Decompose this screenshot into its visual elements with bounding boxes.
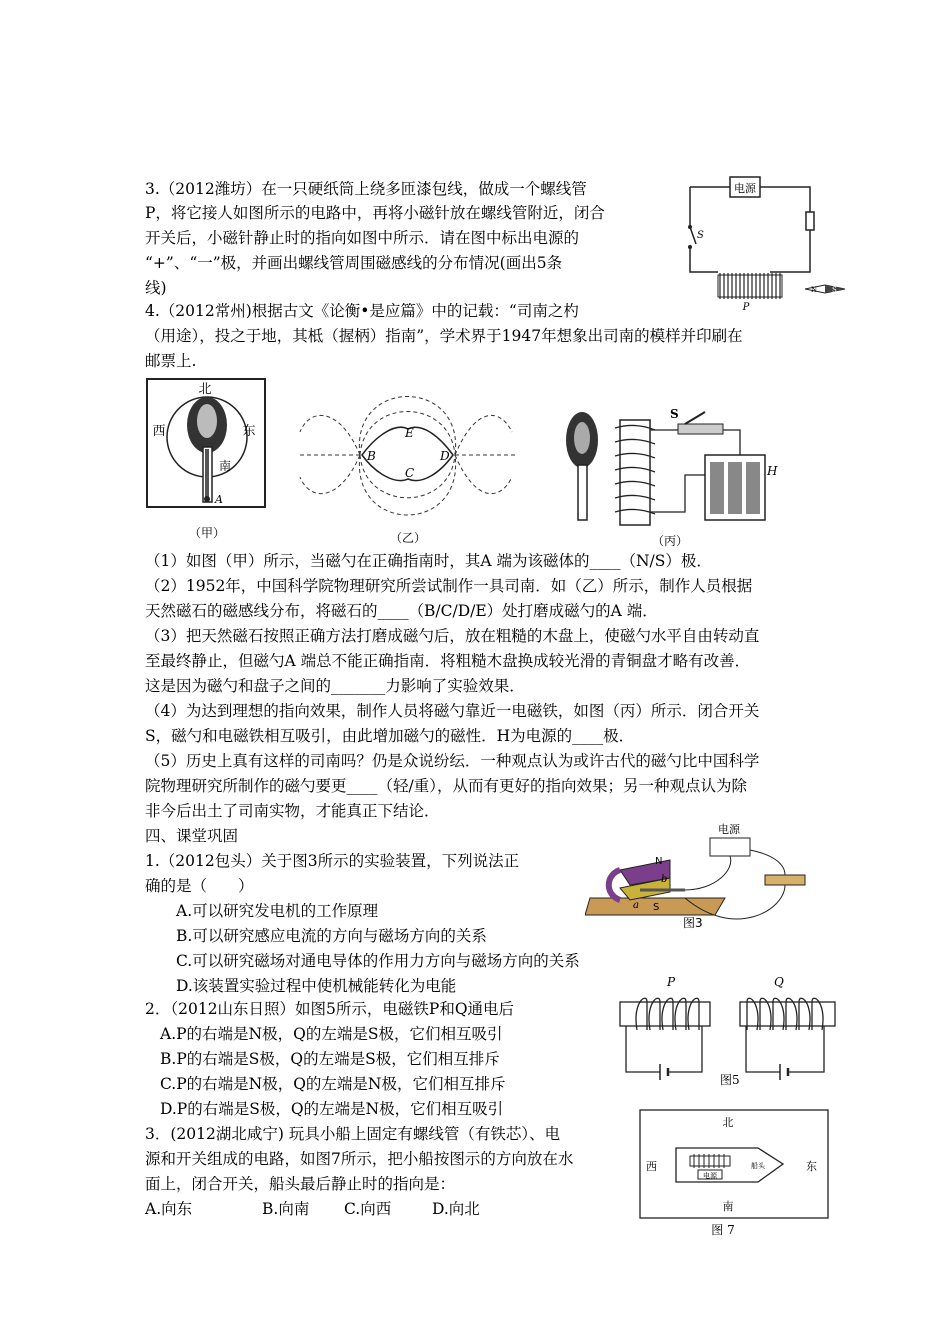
s4-q2-option: A.P的右端是N极，Q的左端是S极，它们相互吸引 [160, 1025, 503, 1043]
south-label: 南 [219, 459, 232, 473]
switch-label: S [697, 230, 704, 241]
s4-q2-option: B.P的右端是S极，Q的左端是S极，它们相互排斥 [160, 1050, 500, 1068]
needle-s-label: S [832, 286, 837, 294]
q4-part: （5）历史上真有这样的司南吗？仍是众说纷纭．一种观点认为或许古代的磁勺比中国科学 [145, 752, 760, 770]
fig3-b-label: b [661, 874, 668, 885]
q4-part: S，磁勺和电磁铁相互吸引，由此增加磁勺的磁性．H为电源的____极． [145, 727, 635, 745]
s4-q3-stem: 源和开关组成的电路，如图7所示，把小船按图示的方向放在水 [145, 1150, 574, 1168]
s4-q1-option: D.该装置实验过程中使机械能转化为电能 [176, 977, 457, 995]
north-label: 北 [198, 382, 212, 397]
q4-intro-line: 4.（2012常州)根据古文《论衡•是应篇》中的记载：“司南之杓 [145, 302, 579, 320]
point-a-label: A [215, 493, 223, 506]
point-d-label: D [440, 449, 450, 463]
q4-part: （2）1952年，中国科学院物理研究所尝试制作一具司南．如（乙）所示，制作人员根据 [145, 577, 753, 595]
q3-line: 线) [145, 279, 167, 297]
fig7-south-label: 南 [722, 1200, 734, 1213]
s4-q3-stem: 面上，闭合开关，船头最后静止时的指向是： [145, 1175, 456, 1193]
fig7-north-label: 北 [722, 1116, 734, 1129]
s4-q1-stem: 1.（2012包头）关于图3所示的实验装置，下列说法正 [145, 852, 520, 870]
fig3-power-label: 电源 [718, 823, 740, 836]
q4-part: （3）把天然磁石按照正确方法打磨成磁勺后，放在粗糙的木盘上，使磁勺水平自由转动直 [145, 627, 760, 645]
point-c-label: C [405, 466, 415, 480]
q4-part: 院物理研究所制作的磁勺要更____（轻/重），从而有更好的指向效果；另一种观点认为除 [145, 777, 747, 795]
point-b-label: B [367, 449, 376, 463]
s4-q2-option: C.P的右端是N极，Q的左端是N极，它们相互排斥 [160, 1075, 506, 1093]
q4-part: （4）为达到理想的指向效果，制作人员将磁勺靠近一电磁铁，如图（丙）所示．闭合开关 [145, 702, 760, 720]
fig5-electromagnets [612, 972, 852, 1092]
electromagnet-figure [560, 400, 780, 552]
fig7-bow-label: 船头 [751, 1162, 765, 1170]
point-e-label: E [405, 426, 414, 440]
power-label: 电源 [734, 182, 756, 195]
switch-s-label: S [670, 407, 679, 421]
fig3-caption: 图3 [683, 916, 703, 930]
east-label: 东 [242, 424, 256, 439]
terminal-h-label: H [767, 464, 778, 478]
q3-line: “+”、“一”极，并画出螺线管周围磁感线的分布情况(画出5条 [145, 254, 563, 272]
fig3-apparatus [585, 820, 825, 935]
fig7-caption: 图 7 [711, 1223, 735, 1237]
q4-part: （1）如图（甲）所示，当磁勺在正确指南时，其A 端为该磁体的____（N/S）极． [145, 552, 712, 570]
s4-q3-option: D.向北 [432, 1200, 480, 1218]
fig3-n-label: N [655, 856, 663, 867]
q3-solenoid-figure [680, 172, 850, 312]
needle-n-label: N [811, 286, 818, 294]
fig3-s-label: S [653, 902, 660, 913]
sinan-stamp-figure [145, 377, 270, 552]
q3-line: 开关后，小磁针静止时的指向如图中所示．请在图中标出电源的 [145, 229, 580, 247]
s4-q2-option: D.P的右端是S极，Q的左端是N极，它们相互吸引 [160, 1100, 504, 1118]
q4-part: 这是因为磁勺和盘子之间的_______力影响了实验效果． [145, 677, 525, 695]
caption-bing: （丙） [651, 534, 689, 548]
s4-q2-stem: 2．（2012山东日照）如图5所示，电磁铁P和Q通电后 [145, 1000, 515, 1018]
q3-line: P，将它接人如图所示的电路中，再将小磁针放在螺线管附近，闭合 [145, 204, 605, 222]
fig5-q-label: Q [774, 975, 784, 989]
west-label: 西 [152, 424, 166, 439]
lodestone-field-figure [290, 377, 520, 552]
s4-q1-option: B.可以研究感应电流的方向与磁场方向的关系 [176, 927, 487, 945]
q4-part: 至最终静止，但磁勺A 端总不能正确指南．将粗糙木盘换成较光滑的青铜盘才略有改善． [145, 652, 751, 670]
fig5-caption: 图5 [720, 1073, 740, 1087]
fig7-power-label: 电源 [703, 1172, 717, 1180]
fig7-boat [638, 1108, 838, 1238]
s4-q3-option: B.向南 [262, 1200, 310, 1218]
s4-q1-stem: 确的是（ ） [145, 877, 254, 895]
s4-q3-option: A.向东 [145, 1200, 193, 1218]
s4-q1-option: C.可以研究磁场对通电导体的作用力方向与磁场方向的关系 [176, 952, 580, 970]
fig7-west-label: 西 [646, 1160, 657, 1173]
q3-line: 3.（2012潍坊）在一只硬纸筒上绕多匝漆包线，做成一个螺线管 [145, 180, 587, 198]
caption-yi: （乙） [389, 531, 427, 545]
fig3-a-label: a [633, 900, 639, 911]
q4-part: 非今后出土了司南实物，才能真正下结论． [145, 802, 440, 820]
fig5-p-label: P [667, 975, 676, 989]
caption-jia: （甲） [188, 526, 226, 540]
q4-part: 天然磁石的磁感线分布，将磁石的____（B/C/D/E）处打磨成磁勺的A 端． [145, 602, 658, 620]
q4-intro-line: 邮票上. [145, 352, 197, 370]
s4-q3-stem: 3．(2012湖北咸宁) 玩具小船上固定有螺线管（有铁芯）、电 [145, 1125, 561, 1143]
q4-intro-line: （用途），投之于地，其柢（握柄）指南”，学术界于1947年想象出司南的模样并印刷在 [145, 327, 743, 345]
fig7-east-label: 东 [806, 1160, 817, 1173]
coil-label: P [742, 302, 750, 312]
s4-q3-option: C.向西 [344, 1200, 392, 1218]
s4-q1-option: A.可以研究发电机的工作原理 [176, 902, 379, 920]
section-heading: 四、课堂巩固 [145, 827, 239, 845]
